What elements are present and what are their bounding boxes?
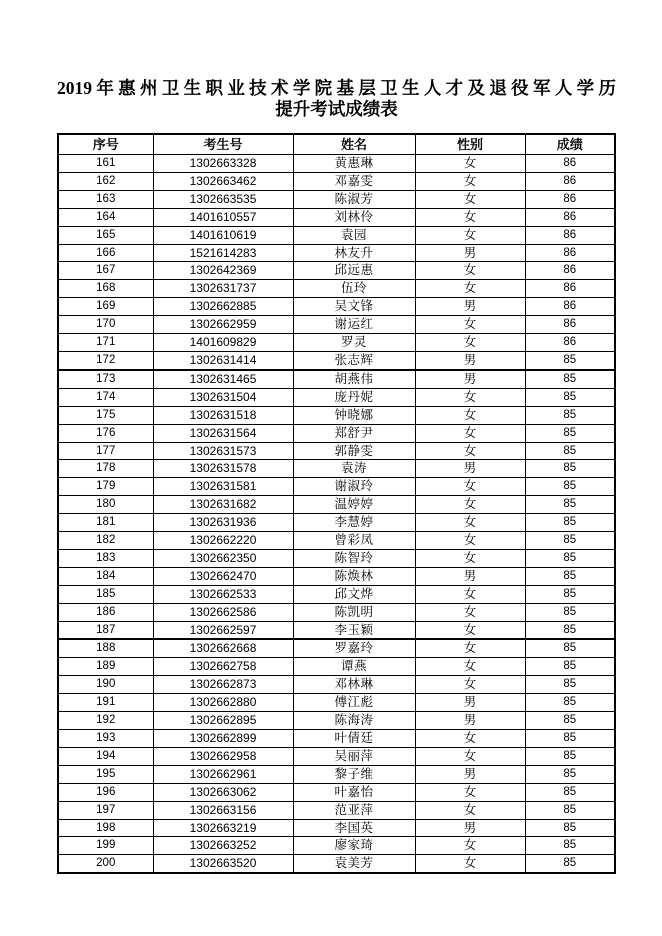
cell-seq: 166: [58, 244, 153, 262]
cell-name: 李慧婷: [293, 514, 415, 532]
cell-gender: 女: [415, 532, 525, 550]
cell-score: 85: [525, 424, 615, 442]
cell-seq: 194: [58, 747, 153, 765]
cell-exam: 1302663156: [153, 801, 293, 819]
cell-gender: 女: [415, 388, 525, 406]
cell-score: 85: [525, 855, 615, 873]
cell-gender: 女: [415, 801, 525, 819]
table-row: [58, 765, 615, 783]
cell-score: 85: [525, 783, 615, 801]
cell-exam: 1302662899: [153, 730, 293, 748]
cell-score: 86: [525, 208, 615, 226]
table-row: [58, 334, 615, 352]
cell-name: 郑舒尹: [293, 424, 415, 442]
cell-name: 叶嘉怡: [293, 783, 415, 801]
cell-name: 邓林琳: [293, 676, 415, 694]
cell-name: 李玉颖: [293, 621, 415, 639]
cell-gender: 男: [415, 298, 525, 316]
table-row: [58, 370, 615, 388]
table-row: [58, 730, 615, 748]
cell-gender: 女: [415, 496, 525, 514]
cell-gender: 女: [415, 658, 525, 676]
cell-score: 85: [525, 639, 615, 657]
cell-score: 85: [525, 460, 615, 478]
cell-score: 85: [525, 747, 615, 765]
cell-score: 85: [525, 621, 615, 639]
table-row: [58, 442, 615, 460]
title-line-2: 提升考试成绩表: [275, 99, 398, 119]
cell-exam: 1302662961: [153, 765, 293, 783]
cell-exam: 1302631573: [153, 442, 293, 460]
table-row: [58, 532, 615, 550]
cell-gender: 女: [415, 208, 525, 226]
table-row: [58, 226, 615, 244]
cell-exam: 1302662895: [153, 712, 293, 730]
cell-seq: 168: [58, 280, 153, 298]
cell-exam: 1302662586: [153, 603, 293, 621]
column-header-seq: 序号: [58, 134, 153, 155]
cell-score: 86: [525, 298, 615, 316]
table-row: [58, 694, 615, 712]
cell-gender: 女: [415, 837, 525, 855]
cell-seq: 161: [58, 155, 153, 173]
cell-gender: 男: [415, 567, 525, 585]
column-header-exam: 考生号: [153, 134, 293, 155]
table-row: [58, 316, 615, 334]
cell-gender: 女: [415, 621, 525, 639]
cell-name: 郭静雯: [293, 442, 415, 460]
cell-gender: 女: [415, 442, 525, 460]
cell-gender: 女: [415, 155, 525, 173]
cell-seq: 183: [58, 549, 153, 567]
cell-seq: 162: [58, 172, 153, 190]
cell-exam: 1302631682: [153, 496, 293, 514]
cell-name: 钟晓娜: [293, 406, 415, 424]
cell-name: 陈海涛: [293, 712, 415, 730]
cell-seq: 200: [58, 855, 153, 873]
cell-score: 85: [525, 819, 615, 837]
cell-exam: 1521614283: [153, 244, 293, 262]
cell-gender: 男: [415, 694, 525, 712]
table-row: [58, 478, 615, 496]
cell-seq: 199: [58, 837, 153, 855]
cell-seq: 178: [58, 460, 153, 478]
cell-seq: 180: [58, 496, 153, 514]
cell-score: 85: [525, 658, 615, 676]
cell-name: 邱远惠: [293, 262, 415, 280]
column-header-score: 成绩: [525, 134, 615, 155]
cell-seq: 187: [58, 621, 153, 639]
cell-name: 陈智玲: [293, 549, 415, 567]
table-row: [58, 298, 615, 316]
cell-seq: 177: [58, 442, 153, 460]
cell-name: 黄惠琳: [293, 155, 415, 173]
cell-seq: 171: [58, 334, 153, 352]
cell-seq: 192: [58, 712, 153, 730]
title-line-1: 2019年惠州卫生职业技术学院基层卫生人才及退役军人学历: [57, 78, 616, 98]
cell-name: 邓嘉雯: [293, 172, 415, 190]
cell-seq: 191: [58, 694, 153, 712]
cell-name: 廖家琦: [293, 837, 415, 855]
table-header-row: [58, 134, 615, 155]
cell-seq: 176: [58, 424, 153, 442]
cell-gender: 男: [415, 370, 525, 388]
cell-seq: 196: [58, 783, 153, 801]
cell-score: 85: [525, 532, 615, 550]
table-row: [58, 676, 615, 694]
cell-name: 张志辉: [293, 351, 415, 369]
cell-name: 伍玲: [293, 280, 415, 298]
cell-exam: 1302631737: [153, 280, 293, 298]
table-row: [58, 585, 615, 603]
cell-name: 刘林伶: [293, 208, 415, 226]
cell-exam: 1302662350: [153, 549, 293, 567]
cell-seq: 197: [58, 801, 153, 819]
table-row: [58, 712, 615, 730]
cell-exam: 1302631581: [153, 478, 293, 496]
cell-name: 邱文烨: [293, 585, 415, 603]
table-row: [58, 172, 615, 190]
cell-score: 85: [525, 801, 615, 819]
cell-gender: 女: [415, 639, 525, 657]
cell-name: 吴文锋: [293, 298, 415, 316]
cell-seq: 185: [58, 585, 153, 603]
cell-gender: 男: [415, 765, 525, 783]
cell-score: 86: [525, 334, 615, 352]
cell-seq: 163: [58, 190, 153, 208]
cell-exam: 1302663328: [153, 155, 293, 173]
table-row: [58, 424, 615, 442]
cell-name: 庞丹妮: [293, 388, 415, 406]
table-body: [58, 155, 615, 874]
cell-seq: 175: [58, 406, 153, 424]
cell-gender: 女: [415, 280, 525, 298]
cell-exam: 1302631465: [153, 370, 293, 388]
cell-gender: 女: [415, 334, 525, 352]
cell-gender: 男: [415, 819, 525, 837]
cell-exam: 1302631578: [153, 460, 293, 478]
cell-seq: 186: [58, 603, 153, 621]
table-row: [58, 639, 615, 657]
cell-gender: 男: [415, 460, 525, 478]
cell-exam: 1302662668: [153, 639, 293, 657]
cell-seq: 167: [58, 262, 153, 280]
cell-gender: 女: [415, 585, 525, 603]
cell-score: 85: [525, 837, 615, 855]
cell-name: 罗嘉玲: [293, 639, 415, 657]
column-header-gender: 性别: [415, 134, 525, 155]
cell-exam: 1302663252: [153, 837, 293, 855]
cell-exam: 1302662470: [153, 567, 293, 585]
cell-gender: 女: [415, 316, 525, 334]
cell-seq: 174: [58, 388, 153, 406]
cell-name: 罗灵: [293, 334, 415, 352]
table-row: [58, 603, 615, 621]
cell-exam: 1302662758: [153, 658, 293, 676]
table-row: [58, 406, 615, 424]
cell-gender: 女: [415, 424, 525, 442]
cell-exam: 1302662880: [153, 694, 293, 712]
cell-seq: 198: [58, 819, 153, 837]
cell-name: 傅江彪: [293, 694, 415, 712]
cell-seq: 193: [58, 730, 153, 748]
cell-gender: 女: [415, 190, 525, 208]
cell-name: 谭燕: [293, 658, 415, 676]
cell-name: 黎子维: [293, 765, 415, 783]
cell-exam: 1302663520: [153, 855, 293, 873]
cell-score: 86: [525, 172, 615, 190]
cell-name: 陈凯明: [293, 603, 415, 621]
cell-gender: 女: [415, 262, 525, 280]
document-title: [0, 0, 662, 120]
cell-seq: 179: [58, 478, 153, 496]
cell-exam: 1302662885: [153, 298, 293, 316]
cell-score: 86: [525, 155, 615, 173]
cell-exam: 1401610557: [153, 208, 293, 226]
cell-score: 85: [525, 712, 615, 730]
cell-exam: 1302631414: [153, 351, 293, 369]
cell-exam: 1302663535: [153, 190, 293, 208]
cell-name: 袁美芳: [293, 855, 415, 873]
cell-name: 谢淑玲: [293, 478, 415, 496]
table-row: [58, 819, 615, 837]
table-row: [58, 549, 615, 567]
table-header: [58, 134, 615, 155]
cell-gender: 女: [415, 478, 525, 496]
cell-seq: 169: [58, 298, 153, 316]
cell-score: 85: [525, 585, 615, 603]
table-row: [58, 747, 615, 765]
grades-table: [57, 133, 616, 874]
table-row: [58, 837, 615, 855]
cell-gender: 女: [415, 676, 525, 694]
table-row: [58, 658, 615, 676]
cell-score: 85: [525, 388, 615, 406]
cell-score: 85: [525, 370, 615, 388]
cell-seq: 165: [58, 226, 153, 244]
cell-exam: 1302631518: [153, 406, 293, 424]
cell-name: 陈焕林: [293, 567, 415, 585]
cell-seq: 184: [58, 567, 153, 585]
cell-gender: 女: [415, 172, 525, 190]
cell-score: 85: [525, 514, 615, 532]
cell-score: 85: [525, 730, 615, 748]
cell-name: 胡燕伟: [293, 370, 415, 388]
table-row: [58, 496, 615, 514]
table-row: [58, 460, 615, 478]
cell-gender: 女: [415, 747, 525, 765]
table-row: [58, 208, 615, 226]
table-row: [58, 351, 615, 369]
table-row: [58, 244, 615, 262]
cell-exam: 1302631936: [153, 514, 293, 532]
cell-name: 袁园: [293, 226, 415, 244]
cell-exam: 1302662597: [153, 621, 293, 639]
cell-score: 85: [525, 765, 615, 783]
cell-seq: 182: [58, 532, 153, 550]
table-row: [58, 190, 615, 208]
cell-score: 85: [525, 478, 615, 496]
cell-seq: 189: [58, 658, 153, 676]
cell-seq: 170: [58, 316, 153, 334]
cell-score: 85: [525, 567, 615, 585]
table-row: [58, 155, 615, 173]
cell-score: 86: [525, 262, 615, 280]
cell-score: 86: [525, 226, 615, 244]
table-row: [58, 855, 615, 873]
cell-name: 李国英: [293, 819, 415, 837]
table-row: [58, 388, 615, 406]
cell-seq: 195: [58, 765, 153, 783]
table-row: [58, 783, 615, 801]
cell-exam: 1302631564: [153, 424, 293, 442]
cell-gender: 女: [415, 406, 525, 424]
cell-score: 86: [525, 244, 615, 262]
cell-score: 85: [525, 549, 615, 567]
cell-name: 吴丽萍: [293, 747, 415, 765]
cell-name: 陈淑芳: [293, 190, 415, 208]
cell-exam: 1302631504: [153, 388, 293, 406]
cell-exam: 1302662533: [153, 585, 293, 603]
cell-exam: 1302663062: [153, 783, 293, 801]
cell-exam: 1302662220: [153, 532, 293, 550]
cell-exam: 1302642369: [153, 262, 293, 280]
cell-exam: 1401609829: [153, 334, 293, 352]
cell-exam: 1302663462: [153, 172, 293, 190]
cell-score: 85: [525, 351, 615, 369]
cell-score: 85: [525, 603, 615, 621]
cell-gender: 女: [415, 514, 525, 532]
cell-exam: 1302662873: [153, 676, 293, 694]
cell-seq: 181: [58, 514, 153, 532]
cell-gender: 女: [415, 783, 525, 801]
cell-gender: 女: [415, 603, 525, 621]
table-row: [58, 262, 615, 280]
table-row: [58, 567, 615, 585]
cell-gender: 女: [415, 855, 525, 873]
cell-seq: 190: [58, 676, 153, 694]
cell-name: 叶倩廷: [293, 730, 415, 748]
cell-score: 85: [525, 406, 615, 424]
cell-seq: 164: [58, 208, 153, 226]
cell-name: 范亚萍: [293, 801, 415, 819]
cell-gender: 女: [415, 226, 525, 244]
cell-score: 85: [525, 676, 615, 694]
cell-gender: 男: [415, 244, 525, 262]
cell-name: 谢运红: [293, 316, 415, 334]
cell-exam: 1302663219: [153, 819, 293, 837]
cell-gender: 男: [415, 351, 525, 369]
cell-gender: 男: [415, 712, 525, 730]
cell-gender: 女: [415, 730, 525, 748]
cell-seq: 188: [58, 639, 153, 657]
table-row: [58, 801, 615, 819]
cell-score: 85: [525, 496, 615, 514]
cell-score: 86: [525, 280, 615, 298]
cell-exam: 1302662958: [153, 747, 293, 765]
cell-exam: 1401610619: [153, 226, 293, 244]
cell-score: 86: [525, 190, 615, 208]
cell-score: 85: [525, 442, 615, 460]
cell-name: 温婷婷: [293, 496, 415, 514]
table-row: [58, 514, 615, 532]
table-row: [58, 621, 615, 639]
column-header-name: 姓名: [293, 134, 415, 155]
cell-name: 林友升: [293, 244, 415, 262]
table-row: [58, 280, 615, 298]
cell-exam: 1302662959: [153, 316, 293, 334]
cell-score: 85: [525, 694, 615, 712]
cell-seq: 172: [58, 351, 153, 369]
cell-score: 86: [525, 316, 615, 334]
cell-seq: 173: [58, 370, 153, 388]
cell-name: 袁涛: [293, 460, 415, 478]
cell-name: 曾彩凤: [293, 532, 415, 550]
cell-gender: 女: [415, 549, 525, 567]
